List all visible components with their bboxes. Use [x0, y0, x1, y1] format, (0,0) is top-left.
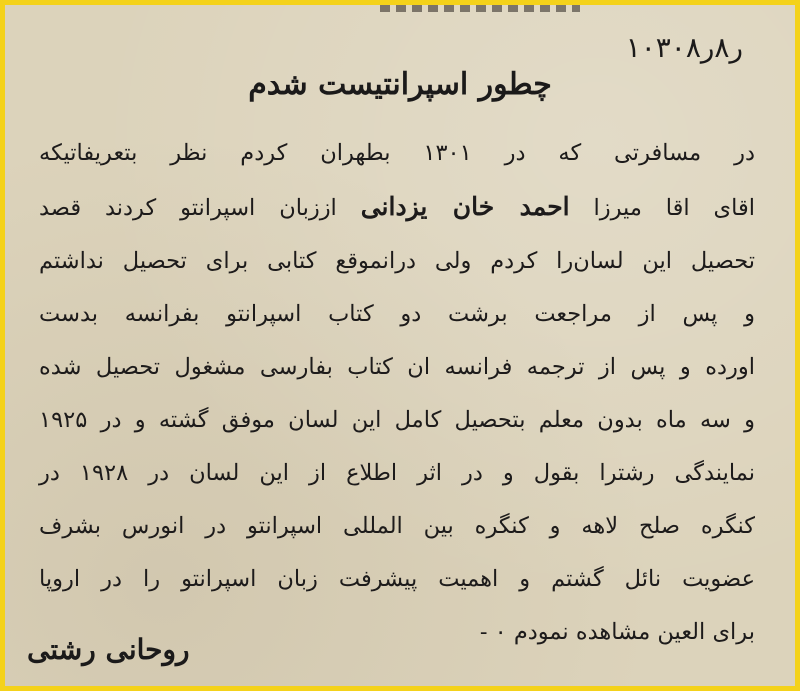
document-page [5, 5, 795, 686]
text-line: و سه ماه بدون معلم بتحصیل کامل این لسان موفق گشته و در ۱۹۲۵ [39, 407, 755, 433]
text-line [39, 180, 755, 235]
article-body [39, 127, 755, 659]
text-line: در مسافرتی که در ۱۳۰۱ بطهران کردم نظر بتعریفاتیکه [39, 140, 755, 166]
text-line: نمایندگی رشترا بقول و در اثر اطلاع از این لسان در ۱۹۲۸ در [39, 460, 755, 486]
document-date: ۱۰ر۸ر۳۰۸ [625, 31, 743, 64]
author-signature: روحانی رشتی [27, 633, 190, 666]
line-segment: اقای اقا میرزا [569, 195, 755, 221]
highlighted-name: احمد خان یزدانی [360, 192, 570, 221]
line-segment: اززبان اسپرانتو کردند قصد [39, 195, 361, 221]
document-title: چطور اسپرانتیست شدم [248, 67, 552, 102]
text-line: کنگره صلح لاهه و کنگره بین المللی اسپرانتو در انورس بشرف [39, 513, 755, 539]
text-line: و پس از مراجعت برشت دو کتاب اسپرانتو بفرانسه بدست [39, 301, 755, 327]
text-line: تحصیل این لسان‌را کردم ولی درانموقع کتابی برای تحصیل نداشتم [39, 248, 755, 274]
text-line: برای العین مشاهده نمودم ۰ - [479, 619, 755, 645]
cut-off-top-text [380, 5, 580, 12]
text-line: اورده و پس از ترجمه فرانسه ان کتاب بفارسی مشغول تحصیل شده [39, 354, 755, 380]
text-line: عضویت نائل گشتم و اهمیت پیشرفت زبان اسپرانتو را در اروپا [39, 566, 755, 592]
